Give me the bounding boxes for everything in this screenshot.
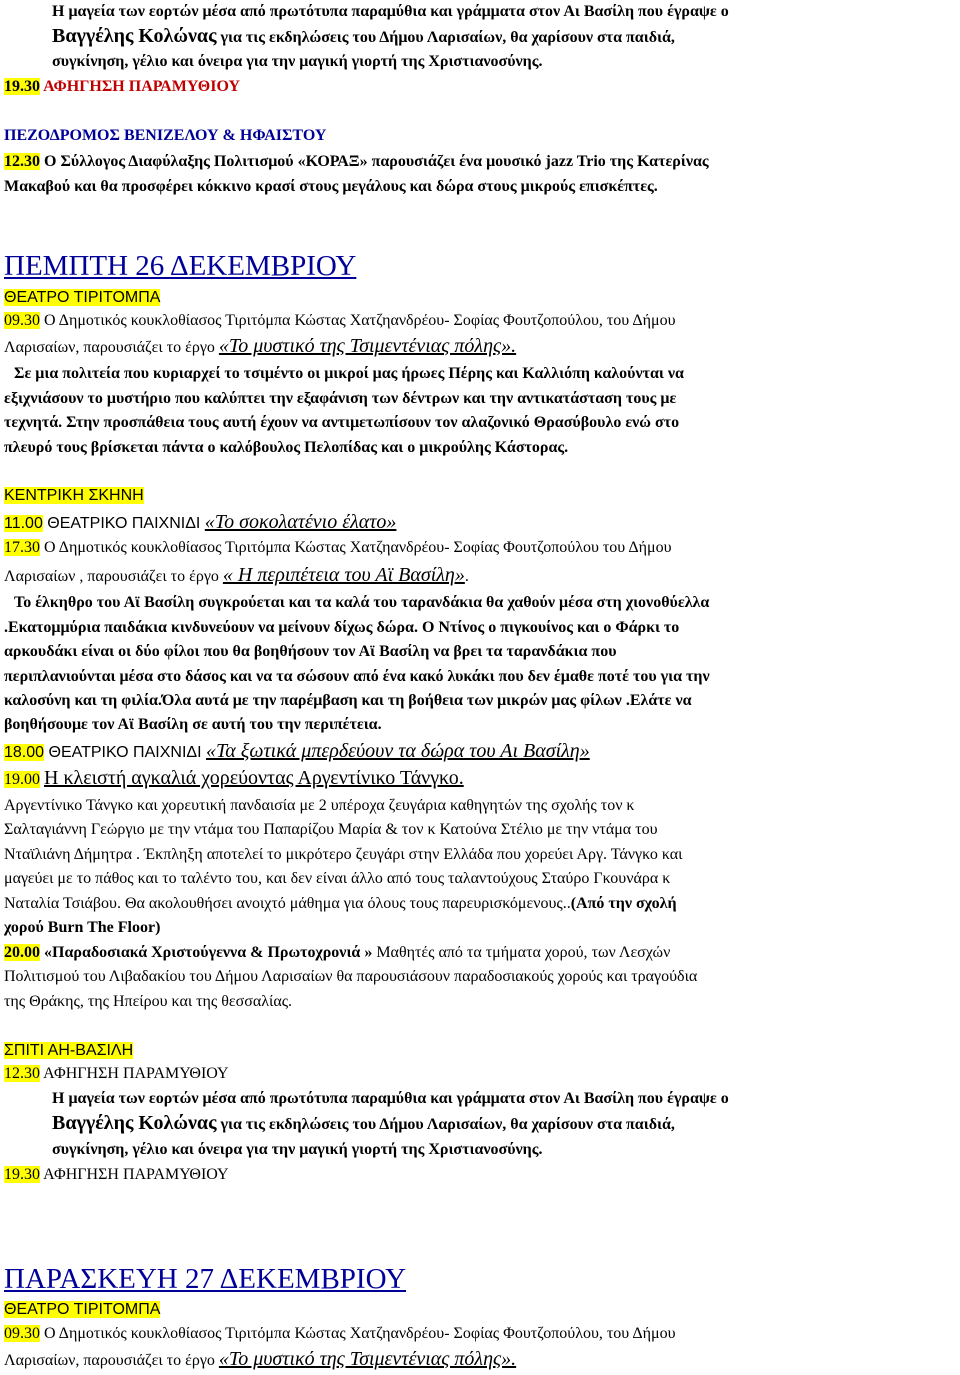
stage-event-2-desc-3: αρκουδάκι είναι οι δύο φίλοι που θα βοηθήσουν τον Αϊ Βασίλη να βρει τα ταρανδάκια που	[4, 643, 617, 660]
event-4-desc-5-bold: (Από την σχολή	[570, 895, 677, 912]
event-5-line-1-rest: Μαθητές από τα τμήματα χορού, των Λεσχών	[372, 944, 671, 961]
venue-theatre-tiritompa-friday	[4, 1300, 160, 1320]
event-time: 12.30	[4, 153, 40, 170]
friday-theatre-line-1-rest: Ο Δημοτικός κουκλοθίασος Τιριτόμπα Κώστας Χατζηανδρέου- Σοφίας Φουτζοπούλου, του Δήμου	[40, 1325, 676, 1342]
day-heading-thursday: ΠΕΜΠΤΗ 26 ΔΕΚΕΜΒΡΙΟΥ	[4, 250, 357, 282]
theatre-desc-1: Σε μια πολιτεία που κυριαρχεί το τσιμέντο οι μικροί μας ήρωες Πέρης και Καλλιόπη καλούνται να	[14, 365, 684, 382]
play-title: «Το μυστικό της Τσιμεντένιας πόλης».	[218, 1348, 517, 1370]
santa-narration-line-2	[52, 1113, 675, 1135]
theatre-line-1	[4, 311, 676, 331]
event-title: ΑΦΗΓΗΣΗ ΠΑΡΑΜΥΘΙΟΥ	[40, 1166, 229, 1183]
venue-theatre-tiritompa	[4, 288, 160, 308]
santa-narration-line-1: Η μαγεία των εορτών μέσα από πρωτότυπα παραμύθια και γράμματα στον Αι Βασίλη που έγραψε ο	[52, 1090, 729, 1107]
event-time: 19.30	[4, 78, 40, 95]
stage-event-2-line-1	[4, 538, 672, 558]
stage-event-1	[4, 512, 396, 534]
event-time: 09.30	[4, 312, 40, 329]
author-name: Βαγγέλης Κολώνας	[52, 25, 217, 47]
event-time: 19.00	[4, 771, 40, 788]
stage-event-5-desc-2: Πολιτισμού του Λιβαδακίου του Δήμου Λαρισαίων θα παρουσιάσουν παραδοσιακούς χορούς και τραγούδια	[4, 968, 698, 985]
stage-event-2-desc-6: βοηθήσουμε τον Αϊ Βασίλη σε αυτή του την περιπέτεια.	[4, 716, 382, 733]
theatre-desc-2: εξιχνιάσουν το μυστήριο που καλύπτει την εξαφάνιση των δέντρων και την αντικατάσταση τους με	[4, 390, 677, 407]
event-time: 20.00	[4, 944, 40, 961]
venue-santa-house	[4, 1041, 133, 1061]
event-title: «Παραδοσιακά Χριστούγεννα & Πρωτοχρονιά »	[40, 944, 373, 961]
event-time: 11.00	[4, 515, 43, 532]
top-narration-line-2	[52, 26, 675, 48]
event-4-desc-5-pre: Ναταλία Τσιάβου. Θα ακολουθήσει ανοιχτό μάθημα για όλους τους παρευρισκόμενους..	[4, 895, 571, 912]
venizelou-line-2: Μακαβού και θα προσφέρει κόκκινο κρασί στους μεγάλους και δώρα στους μικρούς επισκέπτες.	[4, 178, 658, 195]
stage-event-4-desc-5	[4, 894, 677, 914]
theatre-desc-4: πλευρό τους βρίσκεται πάντα ο καλόβουλος Πελοπίδας και ο μικρούλης Κάστορας.	[4, 439, 569, 456]
theatre-line-2-pre: Λαρισαίων, παρουσιάζει το έργο	[4, 339, 219, 356]
venue-label: ΚΕΝΤΡΙΚΗ ΣΚΗΝΗ	[4, 487, 144, 504]
stage-event-2-line-2	[4, 565, 469, 587]
day-heading-friday: ΠΑΡΑΣΚΕΥΗ 27 ΔΕΚΕΜΒΡΙΟΥ	[4, 1263, 407, 1295]
event-label: ΘΕΑΤΡΙΚΟ ΠΑΙΧΝΙΔΙ	[42, 515, 205, 532]
venizelou-line-1-rest: Ο Σύλλογος Διαφύλαξης Πολιτισμού «ΚΟΡΑΞ» παρουσιάζει ένα μουσικό jazz Trio της Κατερίνας	[40, 153, 709, 170]
top-narration-line-1: Η μαγεία των εορτών μέσα από πρωτότυπα παραμύθια και γράμματα στον Αι Βασίλη που έγραψε ο	[52, 3, 729, 20]
play-title: « Η περιπέτεια του Αϊ Βασίλη»	[222, 564, 465, 586]
event-time: 09.30	[4, 1325, 40, 1342]
santa-event-1	[4, 1064, 229, 1084]
stage-event-4-desc-4: μαγεύει με το πάθος και το ταλέντο του, και δεν είναι άλλο από τους ταλαντούχους Σταύρο Γκουνάρα κ	[4, 870, 671, 887]
top-narration-line-3: συγκίνηση, γέλιο και όνειρα για την μαγική γιορτή της Χριστιανοσύνης.	[52, 53, 543, 70]
venizelou-line-1	[4, 152, 709, 172]
event-time: 17.30	[4, 539, 40, 556]
stage-event-2-desc-2: .Εκατομμύρια παιδάκια κινδυνεύουν να μείνουν δίχως δώρα. Ο Ντίνος ο πιγκουίνος και ο Φάρκι το	[4, 619, 680, 636]
top-event	[4, 77, 240, 97]
play-title: «Το σοκολατένιο έλατο»	[204, 511, 397, 533]
stage-event-4-desc-2: Σαλταγιάννη Γεώργιο με την ντάμα του Παπαρίζου Μαρία & τον κ Κατούνα Στέλιο με την ντάμα του	[4, 821, 658, 838]
stage-event-5-desc-3: της Θράκης, της Ηπείρου και της θεσσαλίας.	[4, 993, 293, 1010]
stage-event-4	[4, 768, 464, 790]
venue-label: ΣΠΙΤΙ ΑΗ-ΒΑΣΙΛΗ	[4, 1042, 134, 1059]
venue-central-stage	[4, 486, 144, 506]
stage-event-2-desc-5: καλοσύνη και τη φιλία.Όλα αυτά με την παρέμβαση και τη βοήθεια των μικρών μας φίλων .Ελάτε να	[4, 692, 692, 709]
event-2-line-1-rest: Ο Δημοτικός κουκλοθίασος Τιριτόμπα Κώστας Χατζηανδρέου- Σοφίας Φουτζοπούλου του Δήμου	[40, 539, 672, 556]
event-time: 19.30	[4, 1166, 40, 1183]
theatre-line-1-rest: Ο Δημοτικός κουκλοθίασος Τιριτόμπα Κώστας Χατζηανδρέου- Σοφίας Φουτζοπούλου, του Δήμου	[40, 312, 676, 329]
theatre-desc-3: τεχνητά. Στην προσπάθεια τους αυτή έχουν να αντιμετωπίσουν τον αλαζονικό Θρασύβουλο ενώ στο	[4, 414, 680, 431]
theatre-line-2	[4, 336, 516, 358]
stage-event-3	[4, 741, 590, 763]
play-title: «Το μυστικό της Τσιμεντένιας πόλης».	[218, 335, 517, 357]
event-label: ΘΕΑΤΡΙΚΟ ΠΑΙΧΝΙΔΙ	[44, 744, 206, 761]
santa-narration-line-2-rest: για τις εκδηλώσεις του Δήμου Λαρισαίων, θα χαρίσουν στα παιδιά,	[216, 1116, 675, 1133]
friday-theatre-line-2-pre: Λαρισαίων, παρουσιάζει το έργο	[4, 1352, 219, 1369]
event-time: 18.00	[4, 744, 45, 761]
stage-event-2-desc-1: Το έλκηθρο του Αϊ Βασίλη συγκρούεται και τα καλά του ταρανδάκια θα χαθούν μέσα στη χιονοθύελλα	[14, 594, 710, 611]
venue-venizelou: ΠΕΖΟΔΡΟΜΟΣ ΒΕΝΙΖΕΛΟΥ & ΗΦΑΙΣΤΟΥ	[4, 127, 327, 144]
play-title: «Τα ξωτικά μπερδεύουν τα δώρα του Αι Βασίλη»	[205, 740, 590, 762]
venue-label: ΘΕΑΤΡΟ ΤΙΡΙΤΟΜΠΑ	[4, 1301, 161, 1318]
event-2-line-2-pre: Λαρισαίων , παρουσιάζει το έργο	[4, 568, 223, 585]
event-title: ΑΦΗΓΗΣΗ ΠΑΡΑΜΥΘΙΟΥ	[40, 78, 241, 95]
santa-narration-line-3: συγκίνηση, γέλιο και όνειρα για την μαγική γιορτή της Χριστιανοσύνης.	[52, 1141, 543, 1158]
friday-theatre-line-2	[4, 1349, 516, 1371]
event-title: Η κλειστή αγκαλιά χορεύοντας Αργεντίνικο Τάνγκο.	[44, 767, 464, 789]
author-name: Βαγγέλης Κολώνας	[52, 1112, 217, 1134]
venue-label: ΘΕΑΤΡΟ ΤΙΡΙΤΟΜΠΑ	[4, 289, 161, 306]
stage-event-5-line-1	[4, 943, 670, 963]
stage-event-4-desc-6: χορού Burn The Floor)	[4, 919, 161, 936]
friday-theatre-line-1	[4, 1324, 676, 1344]
stage-event-4-desc-3: Νταϊλιάνη Δήμητρα . Έκπληξη αποτελεί το μικρότερο ζευγάρι στην Ελλάδα που χορεύει Αργ. Τάνγκο και	[4, 846, 683, 863]
stage-event-2-desc-4: περιπλανιούνται μέσα στο δάσος και να τα σώσουν από ένα κακό λυκάκι που δεν έμαθε ποτέ του για την	[4, 668, 710, 685]
santa-event-2	[4, 1165, 229, 1185]
top-narration-line-2-rest: για τις εκδηλώσεις του Δήμου Λαρισαίων, θα χαρίσουν στα παιδιά,	[216, 29, 675, 46]
event-title: ΑΦΗΓΗΣΗ ΠΑΡΑΜΥΘΙΟΥ	[40, 1065, 229, 1082]
event-2-line-2-post: .	[464, 568, 469, 585]
stage-event-4-desc-1: Αργεντίνικο Τάνγκο και χορευτική πανδαισία με 2 υπέροχα ζευγάρια καθηγητών της σχολής τον κ	[4, 797, 635, 814]
event-time: 12.30	[4, 1065, 40, 1082]
